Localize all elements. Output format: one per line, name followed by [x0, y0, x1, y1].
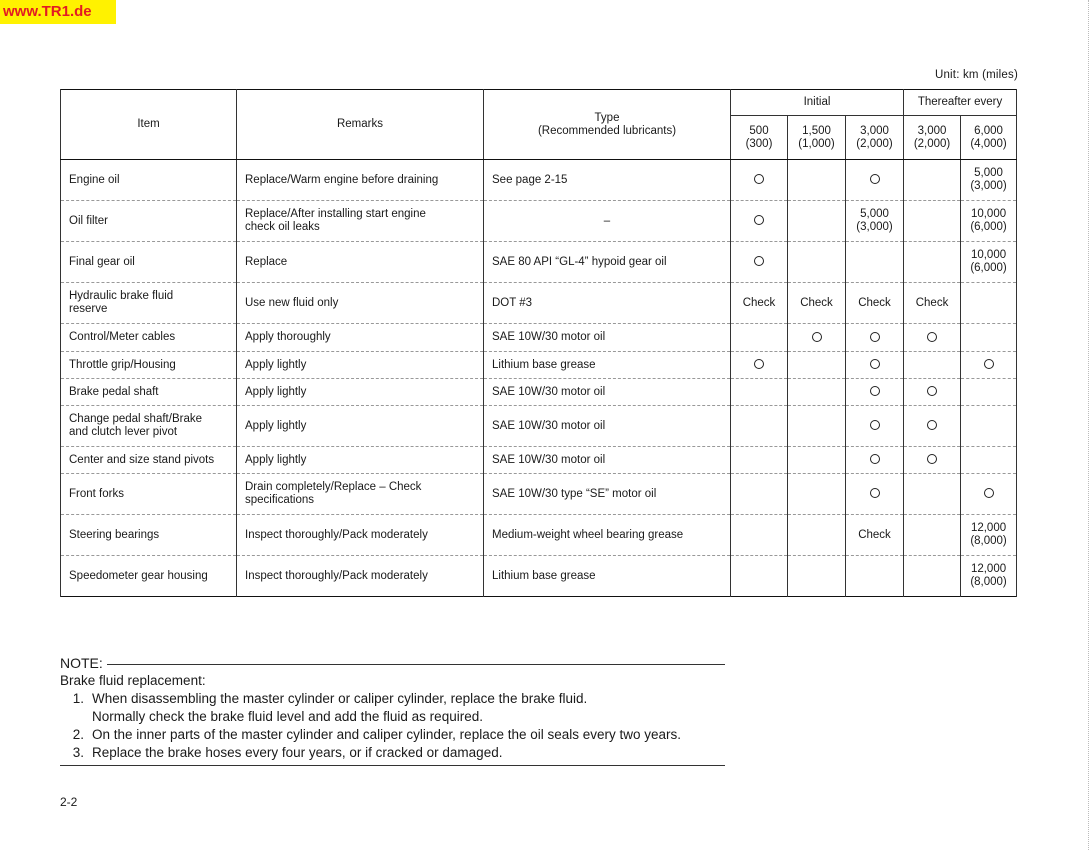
type-cell: SAE 10W/30 type “SE” motor oil — [484, 474, 731, 515]
item-cell — [61, 160, 237, 201]
remarks-cell — [237, 201, 484, 242]
interval-empty-cell — [731, 474, 788, 515]
interval-empty-cell — [846, 556, 904, 597]
interval-mark-cell — [846, 474, 904, 515]
circle-mark-icon — [870, 359, 880, 369]
circle-mark-icon — [812, 332, 822, 342]
table-row — [61, 406, 1017, 447]
note-subtitle: Brake fluid replacement: — [60, 673, 206, 688]
item-cell-line: Oil filter — [69, 214, 108, 227]
remarks-cell-line: Inspect thoroughly/Pack moderately — [245, 528, 428, 541]
interval-value: 5,000 — [974, 167, 1003, 179]
unit-label: Unit: km (miles) — [934, 69, 1018, 81]
circle-mark-icon — [754, 359, 764, 369]
remarks-cell-line: check oil leaks — [245, 221, 320, 233]
interval-miles: (300) — [745, 137, 773, 150]
interval-empty-cell — [788, 447, 846, 474]
item-cell-line: Steering bearings — [69, 528, 160, 541]
interval-empty-cell — [961, 406, 1017, 447]
interval-mark-cell — [731, 242, 788, 283]
table-row — [61, 379, 1017, 406]
header-remarks: Remarks — [237, 90, 484, 160]
interval-value: Check — [858, 296, 891, 309]
remarks-cell-line: Apply lightly — [245, 358, 307, 371]
type-cell: SAE 10W/30 motor oil — [484, 447, 731, 474]
header-thereafter: Thereafter every — [904, 90, 1017, 116]
interval-value: Check — [858, 528, 891, 541]
interval-empty-cell — [731, 379, 788, 406]
item-cell — [61, 447, 237, 474]
interval-value: 5,000 — [860, 208, 889, 220]
interval-value: 10,000 — [970, 208, 1007, 220]
interval-empty-cell — [904, 515, 961, 556]
item-cell-line: Engine oil — [69, 173, 120, 186]
note-label: NOTE: — [60, 655, 103, 671]
interval-km: 6,000 — [974, 124, 1003, 137]
interval-mark-cell — [788, 324, 846, 352]
circle-mark-icon — [927, 420, 937, 430]
interval-empty-cell — [788, 160, 846, 201]
item-cell-line: Speedometer gear housing — [69, 569, 208, 582]
interval-value-miles: (8,000) — [970, 535, 1007, 547]
circle-mark-icon — [927, 332, 937, 342]
remarks-cell — [237, 474, 484, 515]
interval-value-miles: (6,000) — [970, 262, 1007, 274]
type-cell: – — [484, 201, 731, 242]
interval-mark-cell — [961, 352, 1017, 379]
type-cell: SAE 10W/30 motor oil — [484, 324, 731, 352]
interval-value: 12,000 — [970, 522, 1007, 534]
interval-empty-cell — [788, 201, 846, 242]
interval-value-cell — [846, 201, 904, 242]
interval-km: 500 — [749, 124, 769, 137]
interval-empty-cell — [904, 160, 961, 201]
interval-mark-cell — [904, 406, 961, 447]
circle-mark-icon — [870, 386, 880, 396]
circle-mark-icon — [870, 454, 880, 464]
table-row — [61, 474, 1017, 515]
circle-mark-icon — [984, 488, 994, 498]
note-section — [60, 654, 725, 766]
interval-mark-cell — [904, 379, 961, 406]
item-cell — [61, 406, 237, 447]
note-item-number: 2. — [72, 727, 84, 742]
interval-empty-cell — [788, 406, 846, 447]
type-cell: SAE 10W/30 motor oil — [484, 379, 731, 406]
circle-mark-icon — [754, 215, 764, 225]
remarks-cell-line: Replace — [245, 255, 288, 268]
page-number: 2-2 — [60, 795, 78, 809]
circle-mark-icon — [870, 488, 880, 498]
table-row — [61, 515, 1017, 556]
interval-empty-cell — [731, 447, 788, 474]
note-item-number: 3. — [72, 745, 84, 760]
item-cell-line: Front forks — [69, 487, 124, 500]
note-item — [60, 744, 725, 762]
note-list — [60, 690, 725, 762]
item-cell-line: Center and size stand pivots — [69, 453, 215, 466]
item-cell-line: Hydraulic brake fluid — [69, 290, 174, 302]
interval-value: Check — [915, 296, 949, 309]
note-item — [60, 708, 725, 726]
remarks-cell — [237, 379, 484, 406]
note-item — [60, 690, 725, 708]
interval-value-miles: (3,000) — [970, 180, 1007, 192]
circle-mark-icon — [870, 332, 880, 342]
note-item-text: On the inner parts of the master cylinder and caliper cylinder, replace the oil seals every two years. — [92, 727, 682, 742]
interval-empty-cell — [788, 474, 846, 515]
type-cell: Lithium base grease — [484, 352, 731, 379]
interval-value-cell — [904, 283, 961, 324]
interval-value-miles: (3,000) — [856, 221, 893, 233]
item-cell — [61, 379, 237, 406]
interval-km: 3,000 — [917, 124, 947, 137]
remarks-cell-line: Drain completely/Replace – Check — [245, 481, 422, 493]
interval-value-cell — [961, 556, 1017, 597]
remarks-cell-line: Inspect thoroughly/Pack moderately — [245, 569, 428, 582]
interval-mark-cell — [904, 447, 961, 474]
item-cell — [61, 556, 237, 597]
note-item-text: When disassembling the master cylinder or caliper cylinder, replace the brake fluid. — [92, 691, 588, 706]
interval-miles: (2,000) — [856, 137, 893, 150]
note-header — [60, 654, 725, 672]
table-row — [61, 556, 1017, 597]
interval-empty-cell — [788, 556, 846, 597]
remarks-cell — [237, 515, 484, 556]
note-item-number: 1. — [72, 691, 84, 706]
interval-empty-cell — [961, 283, 1017, 324]
note-item-number — [60, 708, 92, 726]
interval-empty-cell — [961, 324, 1017, 352]
interval-miles: (1,000) — [798, 137, 835, 150]
remarks-cell-line: Replace/Warm engine before draining — [245, 173, 439, 186]
item-cell — [61, 474, 237, 515]
header-interval — [846, 116, 904, 160]
interval-miles: (2,000) — [913, 137, 951, 150]
interval-mark-cell — [846, 352, 904, 379]
table-row — [61, 201, 1017, 242]
circle-mark-icon — [870, 174, 880, 184]
remarks-cell-line: Apply lightly — [245, 453, 307, 466]
interval-value-miles: (6,000) — [970, 221, 1007, 233]
interval-empty-cell — [731, 515, 788, 556]
interval-empty-cell — [904, 242, 961, 283]
header-type — [484, 90, 731, 160]
note-bottom-rule — [60, 765, 725, 766]
table-row — [61, 242, 1017, 283]
circle-mark-icon — [927, 386, 937, 396]
remarks-cell — [237, 556, 484, 597]
interval-mark-cell — [731, 352, 788, 379]
maintenance-table — [60, 89, 1017, 597]
remarks-cell — [237, 406, 484, 447]
interval-empty-cell — [961, 379, 1017, 406]
interval-value-cell — [788, 283, 846, 324]
type-cell: DOT #3 — [484, 283, 731, 324]
interval-value-cell — [846, 515, 904, 556]
interval-value-cell — [846, 283, 904, 324]
type-cell: SAE 80 API “GL-4” hypoid gear oil — [484, 242, 731, 283]
interval-mark-cell — [846, 447, 904, 474]
interval-empty-cell — [904, 556, 961, 597]
item-cell — [61, 324, 237, 352]
header-interval — [788, 116, 846, 160]
note-item-text: Normally check the brake fluid level and add the fluid as required. — [92, 709, 483, 724]
table-row — [61, 447, 1017, 474]
header-type-subtitle: (Recommended lubricants) — [537, 124, 677, 137]
site-watermark: www.TR1.de — [0, 0, 116, 24]
item-cell — [61, 242, 237, 283]
interval-empty-cell — [731, 324, 788, 352]
interval-value: 12,000 — [970, 563, 1007, 575]
interval-mark-cell — [904, 324, 961, 352]
note-rule — [107, 664, 725, 665]
interval-empty-cell — [788, 352, 846, 379]
item-cell-line: and clutch lever pivot — [69, 426, 178, 438]
item-cell — [61, 283, 237, 324]
remarks-cell — [237, 283, 484, 324]
interval-mark-cell — [846, 160, 904, 201]
interval-empty-cell — [731, 556, 788, 597]
table-row — [61, 283, 1017, 324]
interval-miles: (4,000) — [970, 137, 1007, 150]
type-cell: See page 2-15 — [484, 160, 731, 201]
interval-empty-cell — [731, 406, 788, 447]
circle-mark-icon — [754, 256, 764, 266]
item-cell — [61, 515, 237, 556]
interval-empty-cell — [788, 379, 846, 406]
interval-value-cell — [961, 160, 1017, 201]
interval-mark-cell — [846, 379, 904, 406]
note-item-text: Replace the brake hoses every four years, or if cracked or damaged. — [92, 745, 503, 760]
interval-empty-cell — [904, 201, 961, 242]
remarks-cell-line: Apply lightly — [245, 419, 307, 432]
interval-empty-cell — [904, 352, 961, 379]
remarks-cell — [237, 160, 484, 201]
circle-mark-icon — [870, 420, 880, 430]
interval-mark-cell — [846, 324, 904, 352]
type-cell: Medium-weight wheel bearing grease — [484, 515, 731, 556]
item-cell — [61, 352, 237, 379]
header-initial: Initial — [731, 90, 904, 116]
item-cell-line: Control/Meter cables — [69, 331, 176, 343]
header-interval — [731, 116, 788, 160]
item-cell-line: Throttle grip/Housing — [69, 358, 176, 371]
table-row — [61, 160, 1017, 201]
item-cell-line: Final gear oil — [69, 255, 135, 268]
circle-mark-icon — [984, 359, 994, 369]
table-row — [61, 324, 1017, 352]
note-item — [60, 726, 725, 744]
type-cell: SAE 10W/30 motor oil — [484, 406, 731, 447]
interval-km: 3,000 — [860, 124, 889, 137]
interval-value-cell — [961, 515, 1017, 556]
item-cell-line: Brake pedal shaft — [69, 385, 159, 398]
remarks-cell — [237, 324, 484, 352]
interval-empty-cell — [904, 474, 961, 515]
remarks-cell-line: Apply thoroughly — [245, 331, 331, 343]
item-cell — [61, 201, 237, 242]
interval-km: 1,500 — [802, 124, 831, 137]
remarks-cell-line: Use new fluid only — [245, 296, 339, 309]
header-type-title: Type — [594, 111, 620, 124]
interval-value: Check — [742, 296, 776, 309]
interval-value-miles: (8,000) — [970, 576, 1007, 588]
remarks-cell-line: Apply lightly — [245, 385, 307, 398]
page-edge-dots — [1087, 0, 1089, 850]
circle-mark-icon — [927, 454, 937, 464]
circle-mark-icon — [754, 174, 764, 184]
header-item: Item — [61, 90, 237, 160]
remarks-cell — [237, 447, 484, 474]
remarks-cell-line: Replace/After installing start engine — [245, 208, 426, 220]
type-cell: Lithium base grease — [484, 556, 731, 597]
item-cell-line: Change pedal shaft/Brake — [69, 413, 202, 425]
header-interval — [961, 116, 1017, 160]
remarks-cell — [237, 242, 484, 283]
table-body — [61, 160, 1017, 597]
header-interval — [904, 116, 961, 160]
interval-empty-cell — [788, 242, 846, 283]
interval-value-cell — [961, 201, 1017, 242]
interval-mark-cell — [731, 160, 788, 201]
remarks-cell — [237, 352, 484, 379]
interval-value: Check — [800, 296, 833, 309]
interval-value-cell — [961, 242, 1017, 283]
interval-empty-cell — [846, 242, 904, 283]
interval-mark-cell — [961, 474, 1017, 515]
interval-empty-cell — [961, 447, 1017, 474]
item-cell-line: reserve — [69, 303, 108, 315]
interval-mark-cell — [846, 406, 904, 447]
remarks-cell-line: specifications — [245, 494, 315, 506]
interval-mark-cell — [731, 201, 788, 242]
interval-value: 10,000 — [970, 249, 1007, 261]
interval-empty-cell — [788, 515, 846, 556]
interval-value-cell — [731, 283, 788, 324]
table-row — [61, 352, 1017, 379]
